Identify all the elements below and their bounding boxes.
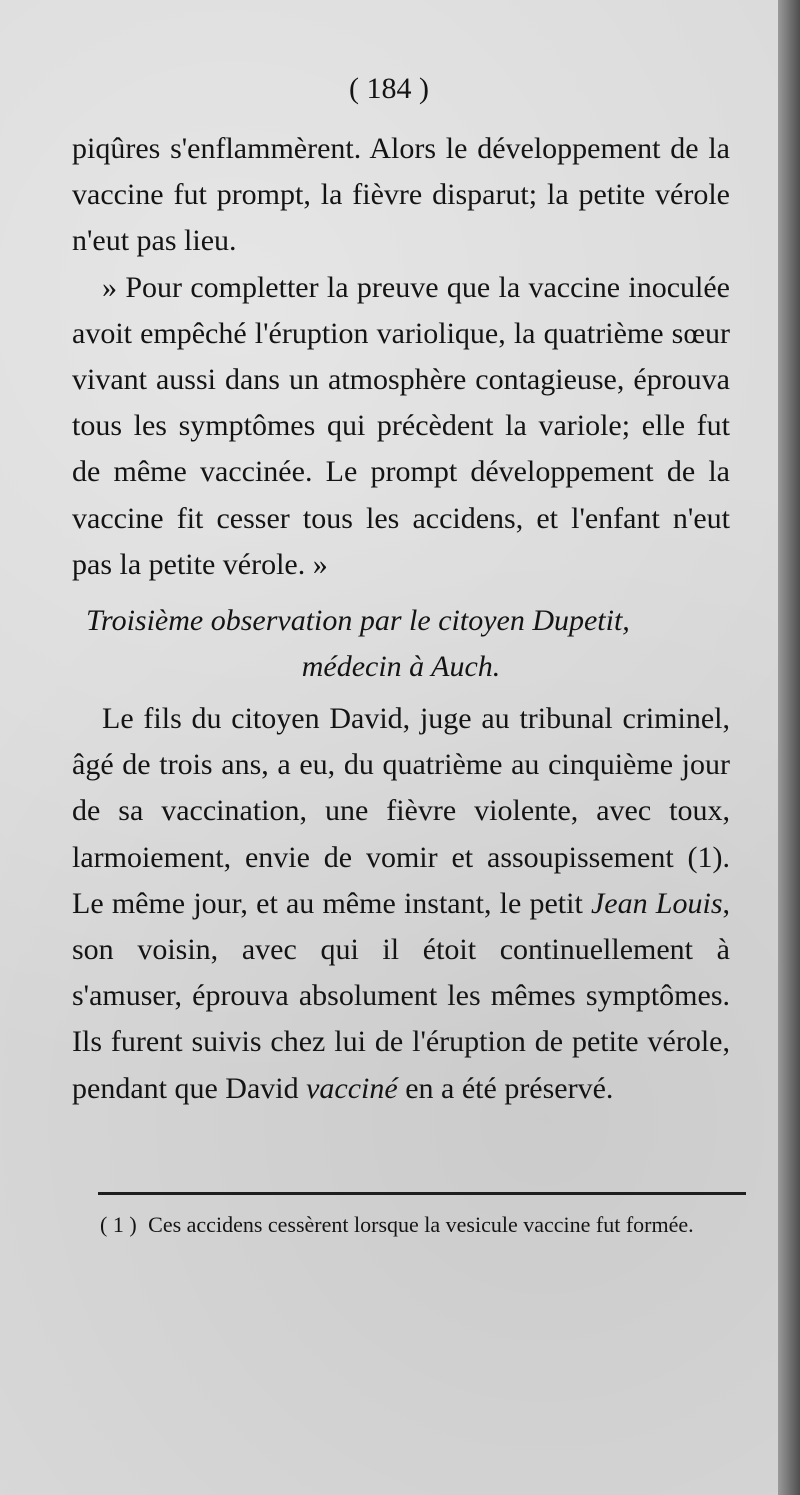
paragraph-1: piqûres s'enflammèrent. Alors le développement de la vaccine fut prompt, la fièvre disparut; la petite vérole n'eut pas lieu. bbox=[72, 132, 730, 258]
paragraph-2: » Pour completter la preuve que la vaccine inoculée avoit empêché l'éruption variolique, la quatrième sœur vivant aussi dans un atmosphère contagieuse, éprouva tous les symptômes qui précèdent la variole; elle fut de même vaccinée. Le prompt développement de la vaccine fit cesser tous les accidens, et l'enfant n'eut pas la petite vérole. » bbox=[72, 270, 730, 581]
heading-line-2: médecin à Auch. bbox=[301, 650, 501, 684]
footnote-mark: ( 1 ) bbox=[100, 1212, 137, 1237]
name-jean-louis: Jean Louis bbox=[590, 886, 723, 920]
footnote-text: Ces accidens cessèrent lorsque la vesicule vaccine fut formée. bbox=[148, 1212, 694, 1237]
section-heading bbox=[72, 598, 730, 690]
paragraph-3-part-3: en a été préservé. bbox=[397, 1071, 614, 1105]
paragraph-3 bbox=[72, 696, 730, 1112]
footnote bbox=[100, 1208, 746, 1242]
footnote-rule bbox=[98, 1192, 746, 1195]
paragraph-3-part-1: Le fils du citoyen David, juge au tribunal criminel, âgé de trois ans, a eu, du quatrième au cinquième jour de sa vaccination, une fièvre violente, avec toux, larmoiement, envie de vomir et assoupissement (1). Le même jour, et au même instant, le petit bbox=[72, 702, 730, 920]
word-vaccine: vacciné bbox=[306, 1071, 398, 1105]
page-number: ( 184 ) bbox=[349, 72, 429, 105]
body-text bbox=[72, 126, 730, 1112]
book-spine-shadow bbox=[778, 0, 800, 1495]
heading-line-1: Troisième observation par le citoyen Dupetit, bbox=[86, 604, 630, 638]
paragraph-3-part-2: , son voisin, avec qui il étoit continuellement à s'amuser, éprouva absolument les mêmes symptômes. Ils furent suivis chez lui de l'éruption de petite vérole, pendant que David bbox=[72, 886, 730, 1105]
